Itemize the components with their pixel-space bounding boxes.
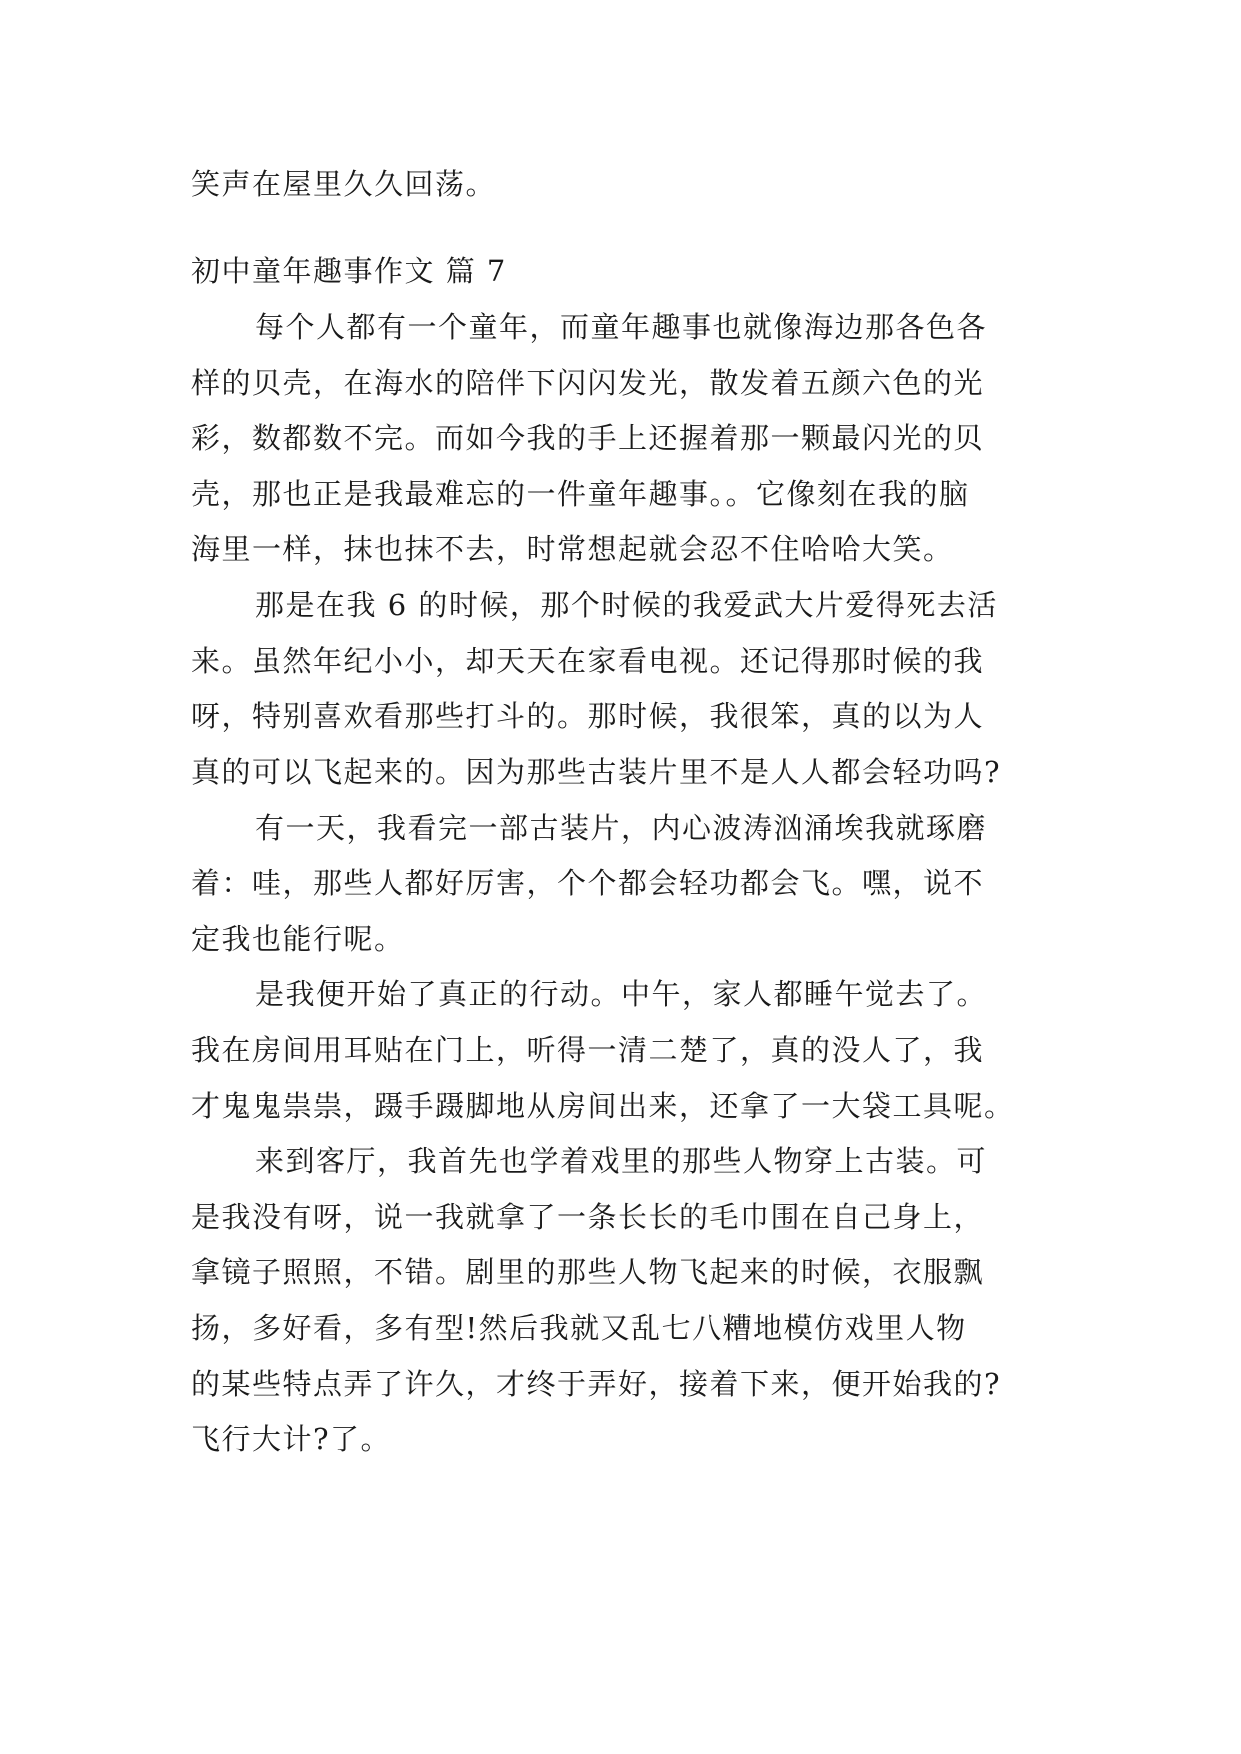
paragraph-line: 扬，多好看，多有型!然后我就又乱七八糟地模仿戏里人物 [191, 1311, 967, 1345]
section-heading: 初中童年趣事作文 篇 7 [191, 254, 507, 288]
paragraph-line: 是我便开始了真正的行动。中午，家人都睡午觉去了。 [255, 977, 988, 1011]
paragraph-line: 才鬼鬼祟祟，蹑手蹑脚地从房间出来，还拿了一大袋工具呢。 [191, 1089, 1015, 1123]
paragraph-line: 来。虽然年纪小小，却天天在家看电视。还记得那时候的我 [191, 644, 985, 678]
paragraph-line: 真的可以飞起来的。因为那些古装片里不是人人都会轻功吗? [191, 755, 1002, 789]
paragraph-line: 彩，数都数不完。而如今我的手上还握着那一颗最闪光的贝 [191, 421, 985, 455]
paragraph-line: 定我也能行呢。 [191, 922, 405, 956]
paragraph-line: 我在房间用耳贴在门上，听得一清二楚了，真的没人了，我 [191, 1033, 985, 1067]
text-line: 笑声在屋里久久回荡。 [191, 167, 497, 201]
paragraph-line: 的某些特点弄了许久，才终于弄好，接着下来，便开始我的? [191, 1367, 1002, 1401]
paragraph-line: 是我没有呀，说一我就拿了一条长长的毛巾围在自己身上， [191, 1200, 985, 1234]
paragraph-line: 每个人都有一个童年，而童年趣事也就像海边那各色各 [255, 310, 988, 344]
paragraph-line: 飞行大计?了。 [191, 1422, 392, 1456]
paragraph-line: 着：哇，那些人都好厉害，个个都会轻功都会飞。嘿，说不 [191, 866, 985, 900]
paragraph-line: 样的贝壳，在海水的陪伴下闪闪发光，散发着五颜六色的光 [191, 366, 985, 400]
paragraph-line: 来到客厅，我首先也学着戏里的那些人物穿上古装。可 [255, 1144, 988, 1178]
paragraph-line: 拿镜子照照，不错。剧里的那些人物飞起来的时候，衣服飘 [191, 1255, 985, 1289]
paragraph-line: 海里一样，抹也抹不去，时常想起就会忍不住哈哈大笑。 [191, 532, 954, 566]
paragraph-line: 那是在我 6 的时候，那个时候的我爱武大片爱得死去活 [255, 588, 998, 622]
paragraph-line: 有一天，我看完一部古装片，内心波涛汹涌埃我就琢磨 [255, 811, 988, 845]
paragraph-line: 壳，那也正是我最难忘的一件童年趣事。。它像刻在我的脑 [191, 477, 970, 511]
paragraph-line: 呀，特别喜欢看那些打斗的。那时候，我很笨，真的以为人 [191, 699, 985, 733]
